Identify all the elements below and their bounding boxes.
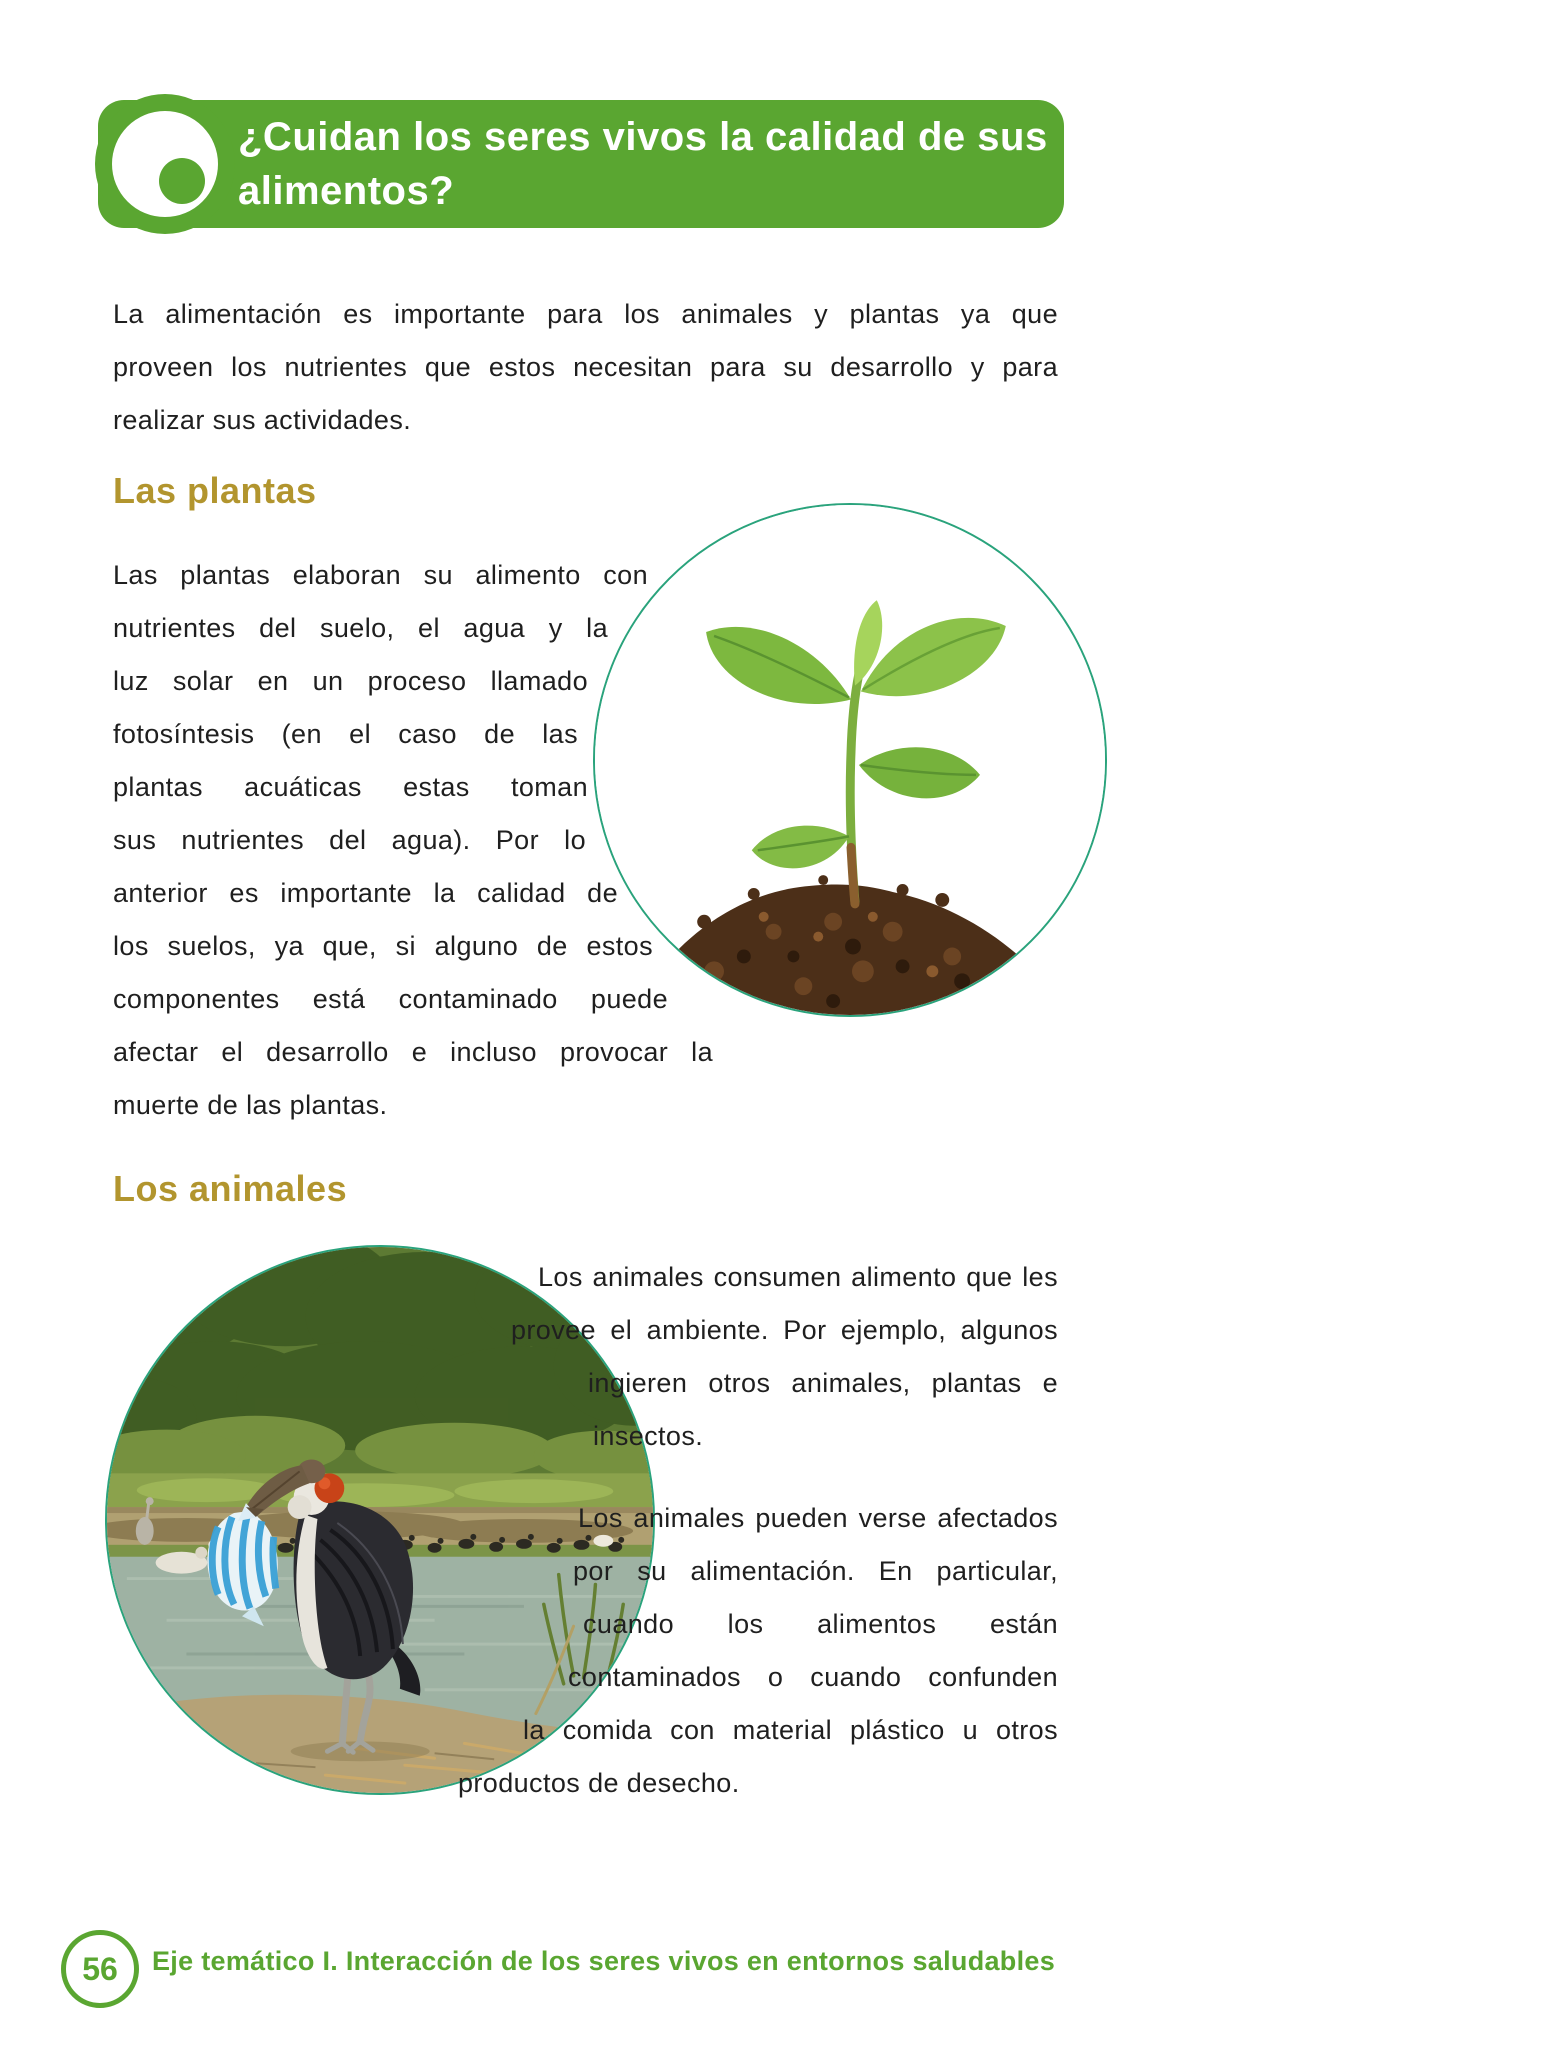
- animals-line: provee el ambiente. Por ejemplo, algunos: [511, 1315, 1058, 1345]
- intro-line: proveen los nutrientes que estos necesitan para su desarrollo y para: [113, 352, 1058, 382]
- plants-line: fotosíntesis (en el caso de las: [113, 719, 578, 749]
- plants-line: anterior es importante la calidad de: [113, 878, 618, 908]
- section-heading-plants: Las plantas: [113, 470, 317, 511]
- animals-line: contaminados o cuando confunden: [568, 1662, 1058, 1692]
- page-title-line2: alimentos?: [238, 169, 455, 213]
- animals-line: la comida con material plástico u otros: [523, 1715, 1058, 1745]
- intro-paragraph: [113, 288, 1058, 447]
- animals-paragraph-2: [113, 1492, 1058, 1810]
- animals-paragraph-1: [113, 1251, 1058, 1463]
- plants-line: afectar el desarrollo e incluso provocar la: [113, 1037, 713, 1067]
- plants-line: plantas acuáticas estas toman: [113, 772, 588, 802]
- plants-paragraph: [113, 549, 1058, 1132]
- animals-line: Los animales consumen alimento que les: [538, 1262, 1058, 1292]
- page-title: [238, 110, 1048, 218]
- animals-line: Los animales pueden verse afectados: [578, 1503, 1058, 1533]
- animals-line: ingieren otros animales, plantas e: [588, 1368, 1058, 1398]
- page-number-badge: [61, 1930, 139, 2008]
- animals-line: por su alimentación. En particular,: [573, 1556, 1058, 1586]
- section-heading-animals: Los animales: [113, 1168, 348, 1209]
- plants-line: sus nutrientes del agua). Por lo: [113, 825, 586, 855]
- concentric-circles-icon: [95, 94, 235, 234]
- animals-line: cuando los alimentos están: [583, 1609, 1058, 1639]
- footer-theme-text: Eje temático I. Interacción de los seres vivos en entornos saludables: [152, 1946, 1056, 1976]
- plants-line: luz solar en un proceso llamado: [113, 666, 588, 696]
- page-title-line1: ¿Cuidan los seres vivos la calidad de sus: [238, 115, 1048, 159]
- chapter-title-banner: [98, 100, 1064, 228]
- plants-line: nutrientes del suelo, el agua y la: [113, 613, 608, 643]
- plants-line: Las plantas elaboran su alimento con: [113, 560, 648, 590]
- animals-line: insectos.: [593, 1421, 704, 1451]
- plants-line: los suelos, ya que, si alguno de estos: [113, 931, 653, 961]
- plants-line: componentes está contaminado puede: [113, 984, 668, 1014]
- plants-line: muerte de las plantas.: [113, 1090, 388, 1120]
- page-number: 56: [82, 1950, 118, 1987]
- intro-line: realizar sus actividades.: [113, 405, 412, 435]
- animals-line: productos de desecho.: [458, 1768, 740, 1798]
- intro-line: La alimentación es importante para los animales y plantas ya que: [113, 299, 1058, 329]
